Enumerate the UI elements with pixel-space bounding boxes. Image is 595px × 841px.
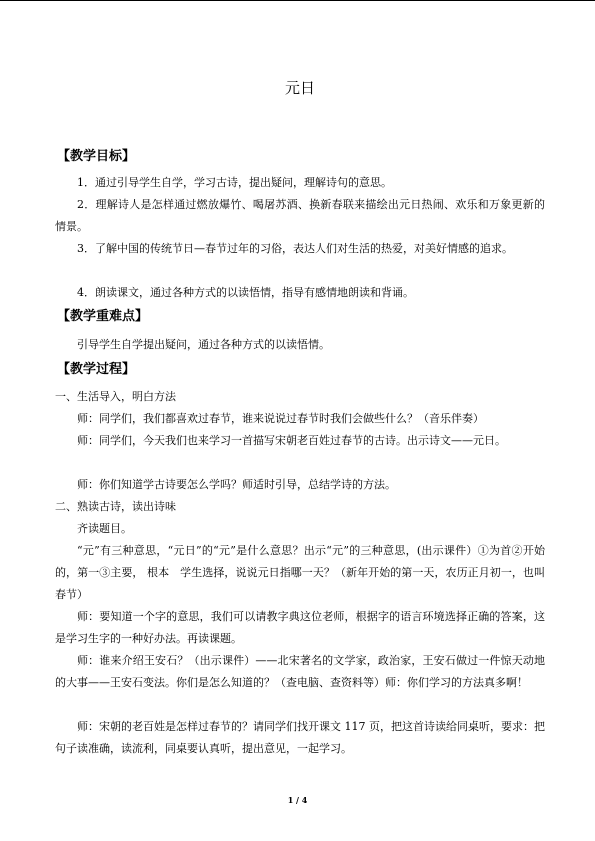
goal-paragraph-4: 4．朗读课文，通过各种方式的以读悟情，指导有感情地朗读和背诵。: [77, 286, 414, 299]
process-paragraph: 师：同学们，我们都喜欢过春节，谁来说说过春节时我们会做些什么？（音乐伴奏）: [77, 412, 484, 425]
goal-paragraph-2: 2．理解诗人是怎样通过燃放爆竹、喝屠苏酒、换新春联来描绘出元日热闹、欢乐和万象更新的情景。: [55, 198, 545, 233]
process-paragraph: 齐读题目。: [77, 522, 132, 535]
process-step-1-heading: 一、生活导入，明白方法: [55, 390, 176, 403]
process-paragraph: 师：宋朝的老百姓是怎样过春节的？请同学们找开课文 117 页，把这首诗读给同桌听，要求：把句子读准确，读流利，同桌要认真听，提出意见，一起学习。: [55, 720, 545, 755]
heading-teaching-goals: 【教学目标】: [57, 149, 136, 164]
process-step-2-heading: 二、熟读古诗，读出诗味: [55, 500, 176, 513]
process-paragraph: 师：要知道一个字的意思，我们可以请教字典这位老师，根据字的语言环境选择正确的答案，这是学习生字的一种好办法。再读课题。: [55, 610, 545, 645]
process-paragraph: 师：谁来介绍王安石？（出示课件）——北宋著名的文学家，政治家，王安石做过一件惊天动地的大事——王安石变法。你们是怎么知道的？（查电脑、查资料等）师：你们学习的方法真多啊！: [55, 654, 545, 689]
heading-teaching-process: 【教学过程】: [57, 362, 136, 377]
process-paragraph: “元”有三种意思，“元日”的“元”是什么意思？出示“元”的三种意思，(出示课件）①为首②开始的，第一③主要， 根本 学生选择，说说元日指哪一天？（新年开始的第一天，农历正月初一，也叫春节）: [55, 544, 545, 601]
process-paragraph: 师：同学们，今天我们也来学习一首描写宋朝老百姓过春节的古诗。出示诗文——元日。: [77, 434, 506, 447]
top-border-line: [0, 0, 595, 1]
heading-key-difficulties: 【教学重难点】: [57, 309, 149, 324]
difficulty-paragraph: 引导学生自学提出疑问，通过各种方式的以读悟情。: [77, 338, 330, 351]
goal-paragraph-3: 3．了解中国的传统节日—春节过年的习俗，表达人们对生活的热爱，对美好情感的追求。: [77, 242, 513, 255]
page-number: 1 / 4: [287, 795, 308, 805]
goal-paragraph-1: 1．通过引导学生自学，学习古诗，提出疑问，理解诗句的意思。: [77, 176, 392, 189]
document-title: 元日: [284, 79, 315, 97]
process-paragraph: 师：你们知道学古诗要怎么学吗？师适时引导，总结学诗的方法。: [77, 478, 396, 491]
